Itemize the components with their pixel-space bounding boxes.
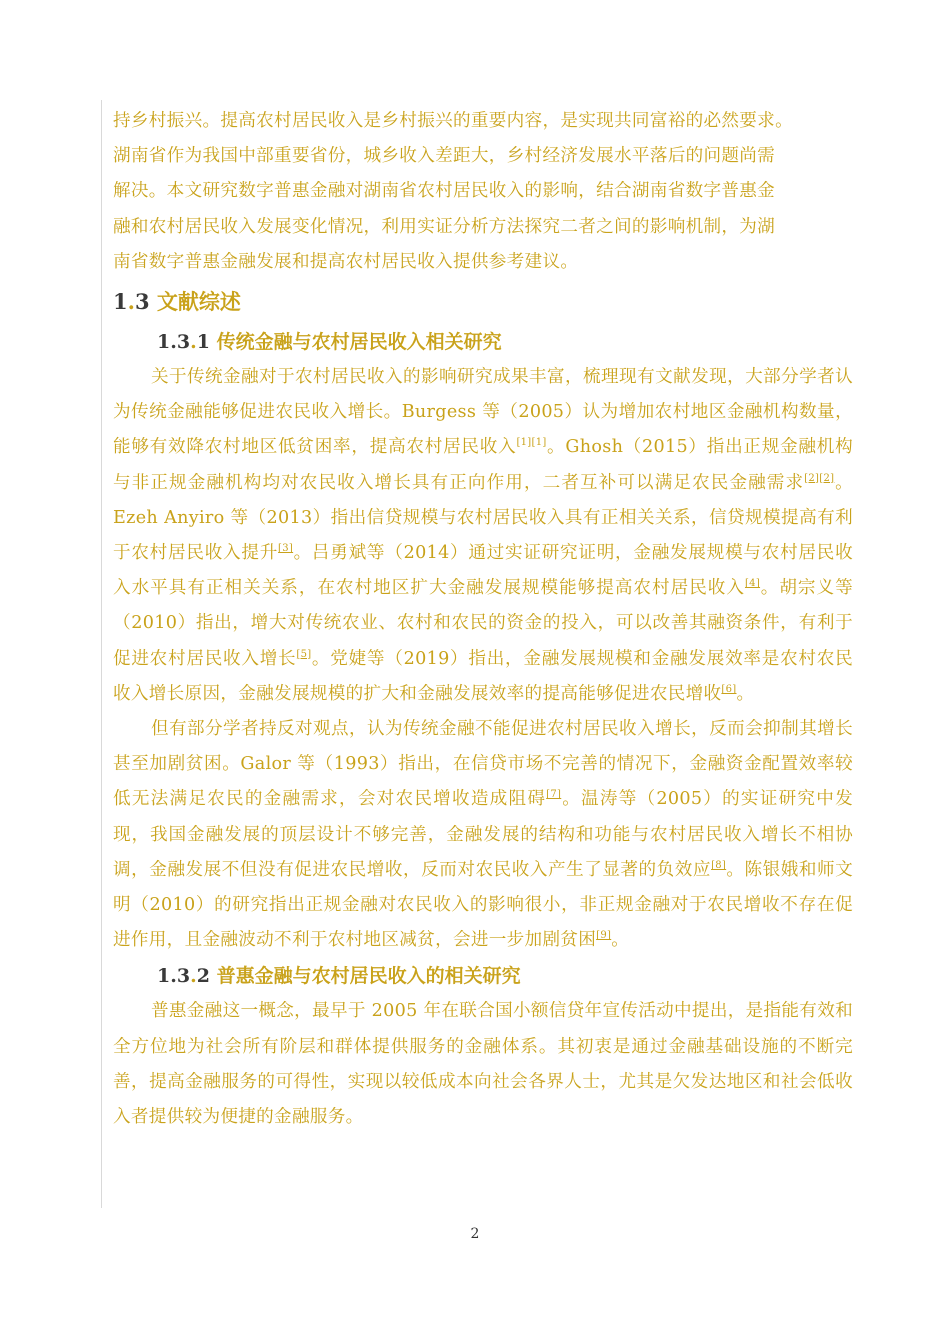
- subsection-number-part: 2: [196, 965, 210, 988]
- paragraph-text: 。党婕等（2019）指出，金融发展规模和金融发展效率是农村农民收入增长原因，金融发展规模的扩大和金融发展效率的提高能够促进农民增收: [113, 648, 853, 704]
- paragraph-text: 。: [611, 930, 630, 951]
- paragraph-text: 。吕勇斌等（2014）通过实证研究证明，金融发展规模与农村居民收入水平具有正相关关系，在农村地区扩大金融发展规模能够提高农村居民收入: [113, 543, 853, 599]
- intro-line-5: 南省数字普惠金融发展和提高农村居民收入提供参考建议。: [113, 251, 579, 272]
- citation-ref[interactable]: [1][1]: [516, 437, 547, 449]
- section-number-dot: .: [127, 289, 135, 315]
- paragraph-traditional-finance-positive: [113, 360, 853, 712]
- subsection-number-part: 3: [176, 331, 191, 354]
- paragraph-inclusive-finance: 普惠金融这一概念，最早于 2005 年在联合国小额信贷年宣传活动中提出，是指能有效和全方位地为社会所有阶层和群体提供服务的金融体系。其初衷是通过金融基础设施的不断完善，提高金融服务的可得性，实现以较低成本向社会各界人士，尤其是欠发达地区和社会低收入者提供较为便捷的金融服务。: [113, 1001, 853, 1128]
- section-number-part: 1: [113, 289, 128, 315]
- citation-ref[interactable]: [4]: [744, 578, 761, 590]
- citation-ref[interactable]: [8]: [711, 859, 727, 871]
- section-number-part: 3: [134, 289, 150, 315]
- citation-ref[interactable]: [3]: [278, 543, 294, 555]
- paragraph-text: 。温涛等（2005）的实证研究中发现，我国金融发展的顶层设计不够完善，金融发展的结构和功能与农村居民收入增长不相协调，金融发展不但没有促进农民增收，反而对农民收入产生了显著的负效应: [113, 789, 853, 880]
- citation-ref[interactable]: [9]: [596, 930, 612, 942]
- paragraph-text: 。Ezeh Anyiro 等（2013）指出信贷规模与农村居民收入具有正相关关系，信贷规模提高有利于农村居民收入提升: [113, 472, 853, 564]
- subsection-heading-1-3-2: 1.3.2 普惠金融与农村居民收入的相关研究: [157, 965, 521, 988]
- paragraph-text: 。: [736, 683, 755, 704]
- intro-paragraph: [113, 104, 853, 280]
- subsection-number-part: 3: [176, 965, 191, 988]
- paragraph-text: 。陈银娥和师文明（2010）的研究指出正规金融对农民收入的影响很小，非正规金融对于农民增收不存在促进作用，且金融波动不利于农村地区减贫，会进一步加剧贫困: [113, 859, 854, 951]
- subsection-heading-1-3-1: 1.3.1 传统金融与农村居民收入相关研究: [157, 331, 502, 354]
- citation-ref[interactable]: [7]: [546, 789, 562, 801]
- subsection-number-part: 1: [157, 331, 171, 354]
- page-content: [113, 104, 853, 1135]
- intro-line-4: 融和农村居民收入发展变化情况，利用实证分析方法探究二者之间的影响机制，为湖: [113, 216, 776, 237]
- paragraph-traditional-finance-negative: [113, 712, 853, 958]
- citation-ref[interactable]: [5]: [296, 648, 312, 660]
- intro-line-1: 持乡村振兴。提高农村居民收入是乡村振兴的重要内容，是实现共同富裕的必然要求。: [113, 111, 793, 131]
- subsection-number-part: 1: [196, 331, 210, 354]
- paragraph-text: 关于传统金融对于农村居民收入的影响研究成果丰富，梳理现有文献发现，大部分学者认为传统金融能够促进农民收入增长。Burgess 等（2005）认为增加农村地区金融机构数量，能够有效降农村地区低贫困率，提高农村居民收入: [113, 367, 853, 458]
- section-title: 文献综述: [156, 289, 241, 315]
- paragraph-text: 。胡宗义等（2010）指出，增大对传统农业、农村和农民的资金的投入，可以改善其融资条件，有利于促进农村居民收入增长: [113, 578, 853, 669]
- intro-line-2: 湖南省作为我国中部重要省份，城乡收入差距大，乡村经济发展水平落后的问题尚需: [113, 146, 776, 167]
- paragraph-text: 。Ghosh（2015）指出正规金融机构与非正规金融机构均对农民收入增长具有正向作用，二者互补可以满足农民金融需求: [113, 437, 853, 493]
- paragraph-text: 但有部分学者持反对观点，认为传统金融不能促进农村居民收入增长，反而会抑制其增长甚至加剧贫困。Galor 等（1993）指出，在信贷市场不完善的情况下，金融资金配置效率较低无法满足农民的金融需求，会对农民增收造成阻碍: [113, 719, 853, 810]
- citation-ref[interactable]: [2][2]: [804, 472, 835, 484]
- subsection-title: 传统金融与农村居民收入相关研究: [216, 331, 502, 354]
- page-number: 2: [470, 1226, 480, 1242]
- section-heading-1-3: [113, 284, 853, 320]
- citation-ref[interactable]: [6]: [721, 683, 737, 695]
- revision-margin-bar: [101, 100, 102, 1208]
- subsection-title: 普惠金融与农村居民收入的相关研究: [216, 965, 521, 988]
- intro-line-3: 解决。本文研究数字普惠金融对湖南省农村居民收入的影响，结合湖南省数字普惠金: [113, 181, 776, 202]
- subsection-number-part: 1: [157, 965, 171, 988]
